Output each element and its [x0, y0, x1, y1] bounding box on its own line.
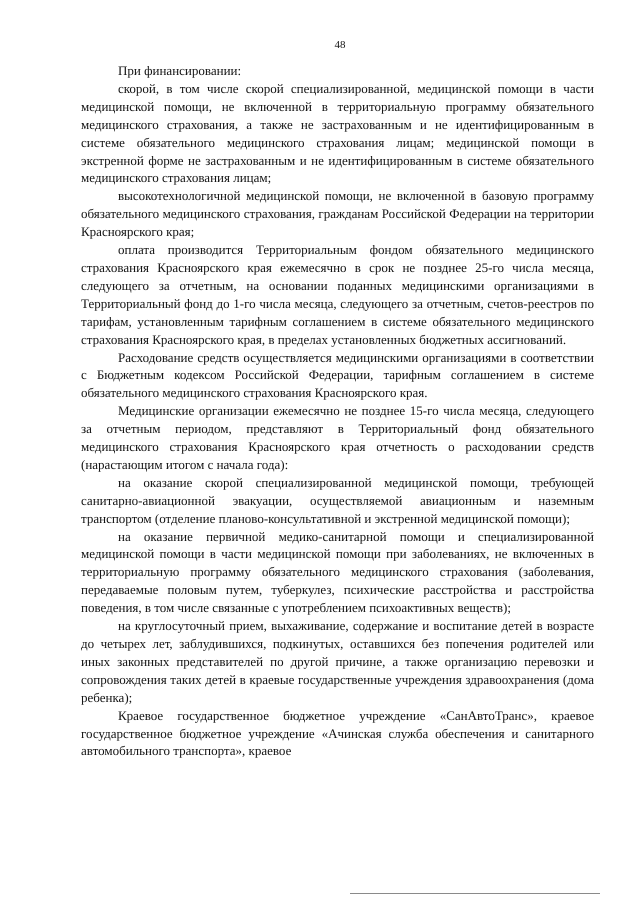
paragraph-air-ambulance: на оказание скорой специализированной медицинской помощи, требующей санитарно-авиационной эвакуации, осуществляемой авиационным и наземным транспортом (отделение планово-консультативной и экстренной медицинской помощи); [81, 474, 594, 526]
paragraph-reporting: Медицинские организации ежемесячно не позднее 15-го числа месяца, следующего за отчетным периодом, представляют в Территориальный фонд обязательного медицинского страхования Красноярского края отчетность о расходовании средств (нарастающим итогом с начала года): [81, 403, 594, 472]
paragraph-child-care: на круглосуточный прием, выхаживание, содержание и воспитание детей в возрасте до четырех лет, заблудившихся, подкинутых, оставшихся без попечения родителей или иных законных представителей по другой причине, а также организацию перевозки и сопровождения таких детей в краевые государственные учреждения здравоохранения (дома ребенка); [81, 618, 594, 705]
paragraph-financing-heading: При финансировании: [118, 63, 242, 78]
document-body [81, 62, 594, 760]
scan-edge-line [350, 893, 600, 894]
paragraph-high-tech-care: высокотехнологичной медицинской помощи, не включенной в базовую программу обязательного медицинского страхования, гражданам Российской Федерации на территории Красноярского края; [81, 188, 594, 240]
paragraph-spending-rules: Расходование средств осуществляется медицинскими организациями в соответствии с Бюджетным кодексом Российской Федерации, тарифным соглашением в системе обязательного медицинского страхования Красноярского края. [81, 349, 594, 401]
paragraph-institutions: Краевое государственное бюджетное учреждение «СанАвтоТранс», краевое государственное бюджетное учреждение «Ачинская служба обеспечения и санитарного автомобильного транспорта», краевое [81, 707, 594, 759]
paragraph-emergency-care: скорой, в том числе скорой специализированной, медицинской помощи в части медицинской помощи, не включенной в территориальную программу обязательного медицинского страхования, а также не застрахованным и не идентифицированным в системе обязательного медицинского страхования лицам; медицинской помощи в экстренной форме не застрахованным и не идентифицированным в системе обязательного медицинского страхования лицам; [81, 80, 594, 186]
paragraph-primary-care: на оказание первичной медико-санитарной помощи и специализированной медицинской помощи в части медицинской помощи при заболеваниях, не включенных в территориальную программу обязательного медицинского страхования (заболевания, передаваемые половым путем, туберкулез, психические расстройства и расстройства поведения, в том числе связанные с употреблением психоактивных веществ); [81, 528, 594, 616]
paragraph-payment-terms: оплата производится Территориальным фондом обязательного медицинского страхования Красноярского края ежемесячно в срок не позднее 25-го числа месяца, следующего за отчетным, на основании поданных медицинскими организациями в Территориальный фонд до 1-го числа месяца, следующего за отчетным, счетов-реестров по тарифам, установленным тарифным соглашением в системе обязательного медицинского страхования Красноярского края, в пределах установленных бюджетных ассигнований. [81, 242, 594, 347]
page-number: 48 [334, 39, 346, 51]
